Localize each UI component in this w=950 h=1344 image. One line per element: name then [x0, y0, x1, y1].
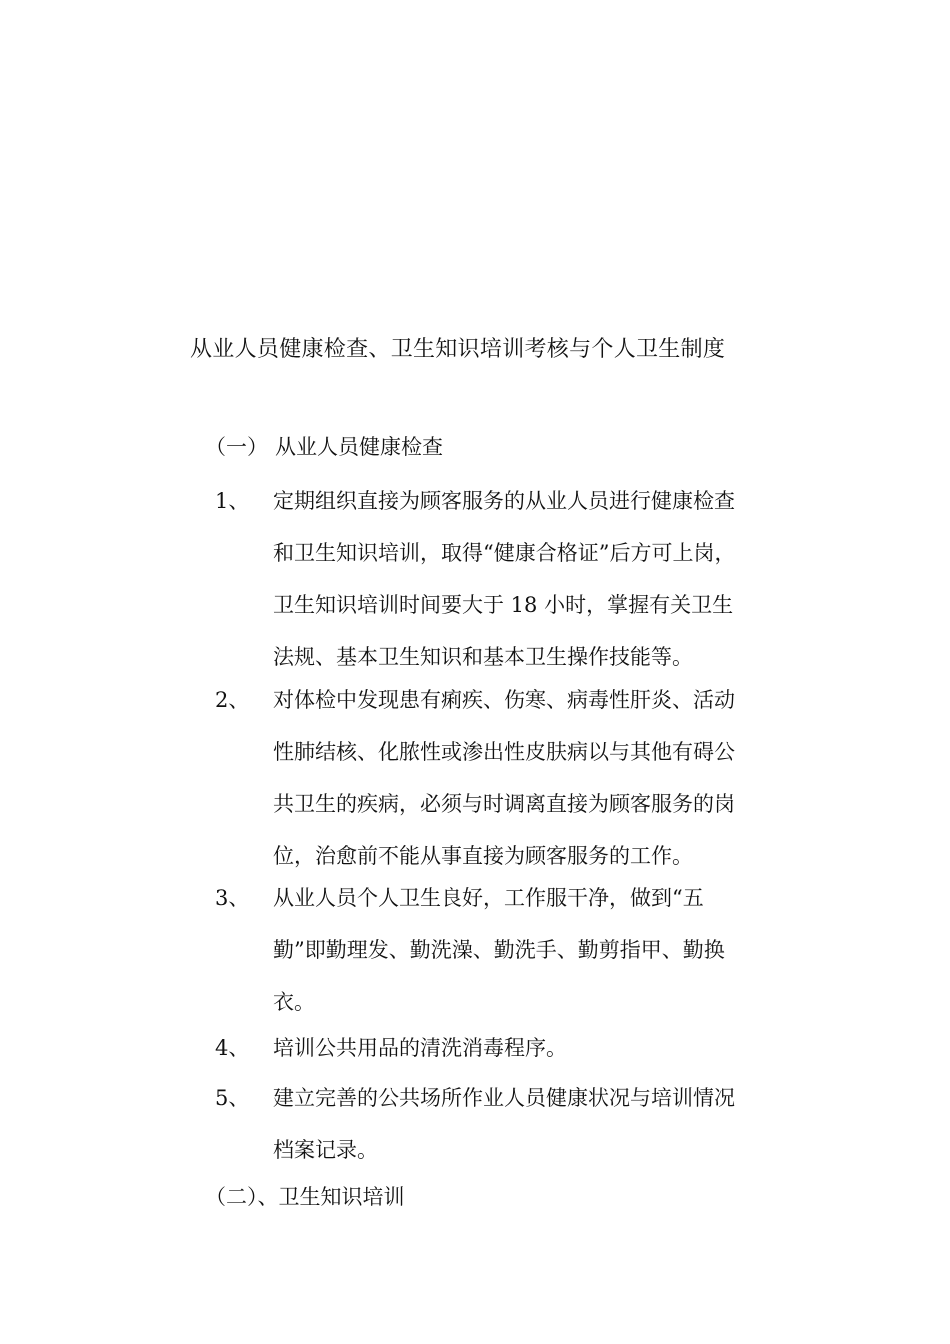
text-line: 衣。 [273, 990, 315, 1014]
section-number: （一） [205, 435, 268, 459]
section-heading-health-check [205, 430, 443, 464]
text-line: 勤”即勤理发、勤洗澡、勤洗手、勤剪指甲、勤换 [273, 938, 725, 962]
list-item [205, 475, 825, 683]
item-number: 3、 [215, 886, 250, 910]
text-line: 共卫生的疾病，必须与时调离直接为顾客服务的岗 [273, 792, 735, 816]
text-line: 对体检中发现患有痢疾、伤寒、病毒性肝炎、活动 [273, 688, 735, 712]
text-line: 性肺结核、化脓性或渗出性皮肤病以与其他有碍公 [273, 740, 735, 764]
section-title: 卫生知识培训 [278, 1185, 405, 1209]
item-number: 5、 [215, 1086, 250, 1110]
text-line: 从业人员个人卫生良好，工作服干净，做到“五 [273, 886, 704, 910]
item-text [273, 1022, 825, 1074]
section-heading-hygiene-training [205, 1180, 405, 1214]
section-number: （二）、 [205, 1185, 279, 1209]
list-item [205, 872, 825, 1028]
text-line: 位，治愈前不能从事直接为顾客服务的工作。 [273, 844, 693, 868]
text-line: 卫生知识培训时间要大于 18 小时，掌握有关卫生 [273, 593, 734, 617]
list-item [205, 674, 825, 882]
item-text [273, 872, 825, 1028]
text-line: 档案记录。 [273, 1138, 378, 1162]
text-line: 建立完善的公共场所作业人员健康状况与培训情况 [273, 1086, 735, 1110]
item-text [273, 1072, 825, 1176]
text-line: 定期组织直接为顾客服务的从业人员进行健康检查 [273, 489, 735, 513]
text-line: 和卫生知识培训，取得“健康合格证”后方可上岗， [273, 541, 736, 565]
document-title: 从业人员健康检查、卫生知识培训考核与个人卫生制度 [190, 337, 726, 362]
item-number: 4、 [215, 1036, 250, 1060]
item-text [273, 674, 825, 882]
list-item [205, 1072, 825, 1176]
item-text [273, 475, 825, 683]
section-title: 从业人员健康检查 [275, 435, 443, 459]
list-item [205, 1022, 825, 1074]
item-number: 2、 [215, 688, 250, 712]
text-line: 培训公共用品的清洗消毒程序。 [273, 1036, 567, 1060]
item-number: 1、 [215, 489, 250, 513]
text-line: 法规、基本卫生知识和基本卫生操作技能等。 [273, 645, 693, 669]
